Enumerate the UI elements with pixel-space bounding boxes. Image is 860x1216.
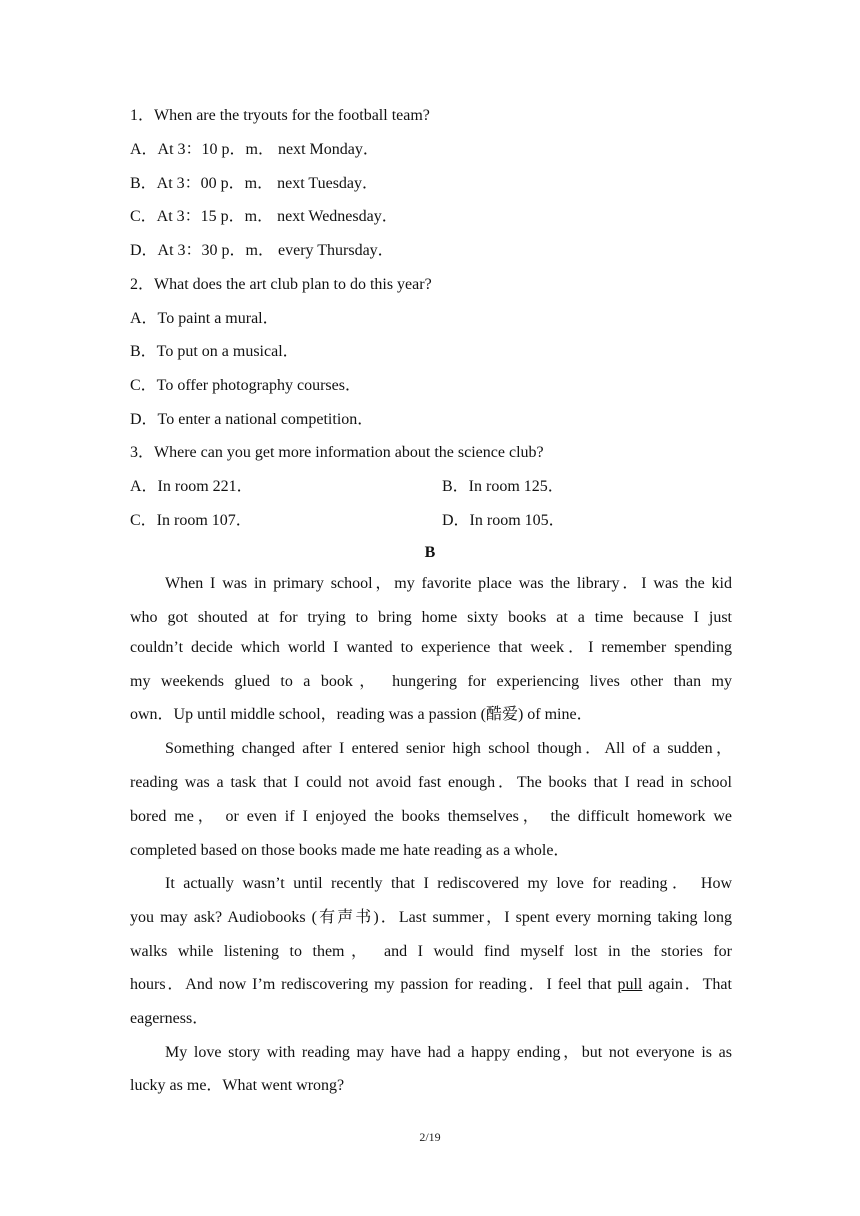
passage-line-12: walks while listening to them， and I would find myself lost in the stories for (130, 943, 732, 960)
passage-line-1: When I was in primary school，my favorite place was the library．I was the kid (165, 575, 732, 592)
q3-option-b: B．In room 125． (442, 478, 564, 495)
passage-line-4: my weekends glued to a book， hungering for experiencing lives other than my (130, 673, 732, 690)
q1-option-d: D．At 3：30 p．m． every Thursday． (130, 242, 394, 259)
q3-options-row-2 (130, 511, 732, 531)
passage-line-7: reading was a task that I could not avoid fast enough．The books that I read in school (130, 774, 732, 791)
passage-line-8: bored me， or even if I enjoyed the books themselves， the difficult homework we (130, 808, 732, 825)
q3-option-d: D．In room 105． (442, 512, 565, 529)
passage-line-11: you may ask? Audiobooks (有声书)．Last summer，I spent every morning taking long (130, 909, 732, 926)
q2-option-a: A．To paint a mural． (130, 310, 279, 327)
q3-option-c: C．In room 107． (130, 512, 252, 529)
passage-line-5: own．Up until middle school，reading was a passion (酷爱) of mine． (130, 706, 593, 723)
passage-line-3: couldn’t decide which world I wanted to experience that week．I remember spending (130, 639, 732, 656)
q2-option-c: C．To offer photography courses． (130, 377, 361, 394)
passage-line-16: lucky as me．What went wrong? (130, 1077, 345, 1094)
passage-line-15: My love story with reading may have had a happy ending，but not everyone is as (165, 1044, 732, 1061)
passage-line-2: who got shouted at for trying to bring home sixty books at a time because I just (130, 609, 732, 626)
q1-option-b: B．At 3：00 p．m． next Tuesday． (130, 175, 379, 192)
passage-line-13 (130, 975, 732, 995)
passage-line-13-end: again．That (642, 976, 732, 993)
passage-line-13-start: hours．And now I’m rediscovering my passion for reading．I feel that (130, 976, 618, 993)
q1-option-a: A．At 3：10 p．m． next Monday． (130, 141, 379, 158)
section-b-heading: B (424, 544, 436, 561)
q3-options-row-1 (130, 477, 732, 497)
q2-option-d: D．To enter a national competition． (130, 411, 374, 428)
passage-line-9: completed based on those books made me hate reading as a whole． (130, 842, 570, 859)
underlined-word-pull: pull (617, 976, 643, 993)
passage-line-14: eagerness． (130, 1010, 209, 1027)
q1-option-c: C．At 3：15 p．m． next Wednesday． (130, 208, 398, 225)
page-number: 2/19 (419, 1130, 441, 1144)
question-2: 2．What does the art club plan to do this year? (130, 276, 432, 293)
q3-option-a: A．In room 221． (130, 478, 253, 495)
question-1: 1．When are the tryouts for the football team? (130, 107, 430, 124)
question-3: 3．Where can you get more information about the science club? (130, 444, 544, 461)
passage-line-6: Something changed after I entered senior high school though．All of a sudden， (165, 740, 732, 757)
q2-option-b: B．To put on a musical． (130, 343, 299, 360)
passage-line-10: It actually wasn’t until recently that I rediscovered my love for reading． How (165, 875, 732, 892)
